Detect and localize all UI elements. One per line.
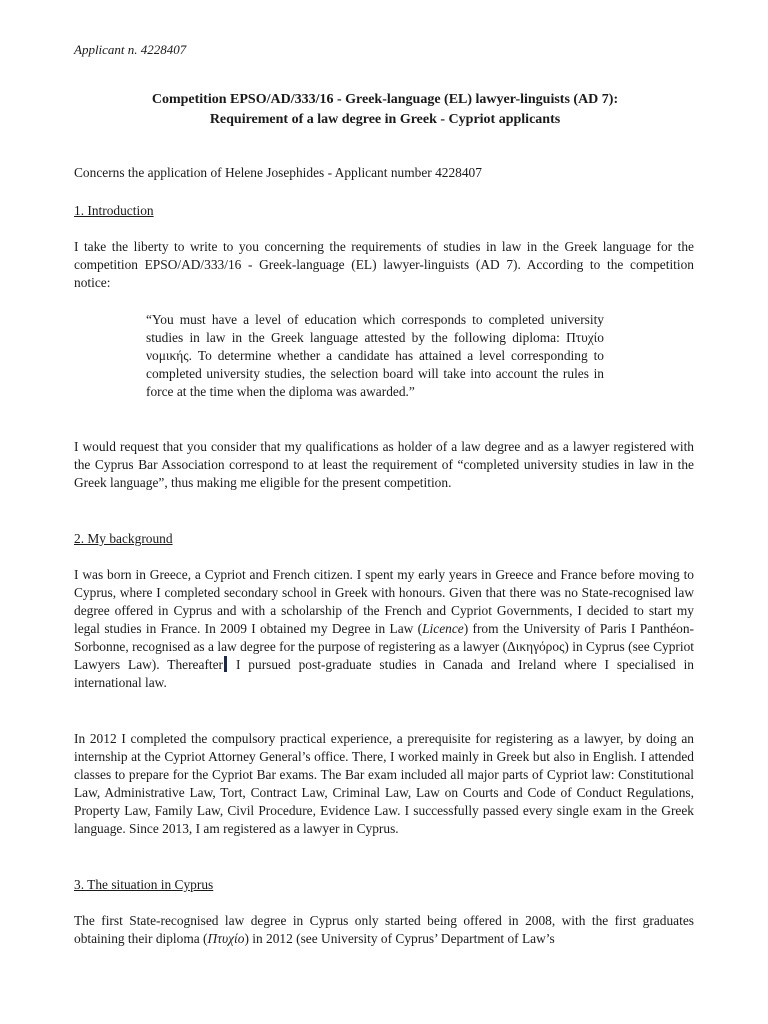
background-paragraph-2: In 2012 I completed the compulsory practical experience, a prerequisite for registering as a lawyer, by doing an internship at the Cypriot Attorney General’s office. There, I worked mainly in Greek but also in English. I attended classes to prepare for the Cypriot Bar exams. The Bar exam included all major parts of Cypriot law: Constitutional Law, Administrative Law, Tort, Contract Law, Criminal Law, Law on Courts and Code of Conduct Regulations, Property Law, Family Law, Civil Procedure, Evidence Law. I successfully passed every single exam in the Greek language. Since 2013, I am registered as a lawyer in Cyprus.	[74, 731, 694, 836]
section-heading-introduction: 1. Introduction	[74, 203, 154, 218]
cyprus-text-2: ) in 2012 (see University of Cyprus’ Department of Law’s	[244, 931, 555, 946]
text-cursor	[224, 656, 227, 672]
cyprus-text-1: The first State-recognised law degree in Cyprus only started being offered in 2008, with the first graduates obtaining their diploma (	[74, 913, 694, 946]
intro-paragraph: I take the liberty to write to you concerning the requirements of studies in law in the Greek language for the competition EPSO/AD/333/16 - Greek-language (EL) lawyer-linguists (AD 7). According to the competition notice:	[74, 239, 694, 290]
title-line-1: Competition EPSO/AD/333/16 - Greek-language (EL) lawyer-linguists (AD 7):	[151, 92, 619, 107]
competition-notice-quote	[146, 311, 604, 401]
concerns-line: Concerns the application of Helene Josephides - Applicant number 4228407	[74, 165, 482, 180]
background-text-3: I pursued post-graduate studies in Canada and Ireland where I specialised in international law.	[74, 657, 694, 690]
applicant-number-header: Applicant n. 4228407	[74, 42, 187, 57]
document-title	[60, 90, 710, 130]
section-heading-cyprus: 3. The situation in Cyprus	[74, 877, 214, 892]
quote-greek-diploma: Πτυχίο νομικής	[146, 330, 604, 363]
cyprus-paragraph-1	[74, 912, 694, 948]
section-heading-background: 2. My background	[74, 531, 173, 546]
quote-text-2: . To determine whether a candidate has attained a level corresponding to completed university studies, the selection board will take into account the rules in force at the time when the diploma was awarded.”	[146, 348, 604, 399]
title-line-2: Requirement of a law degree in Greek - Cypriot applicants	[209, 112, 561, 127]
background-paragraph-1	[74, 566, 694, 692]
licence-term: Licence	[422, 621, 464, 636]
background-text-1: I was born in Greece, a Cypriot and French citizen. I spent my early years in Greece and France before moving to Cyprus, where I completed secondary school in Greek with honours. Given that there was no State-recognised law degree offered in Cyprus and with a scholarship of the French and Cypriot Governments, I decided to start my legal studies in France. In 2009 I obtained my Degree in Law (	[74, 567, 694, 636]
ptyxio-term: Πτυχίο	[207, 931, 245, 946]
quote-text-1: “You must have a level of education which corresponds to completed university studies in law in the Greek language attested by the following diploma:	[146, 312, 604, 345]
request-paragraph: I would request that you consider that my qualifications as holder of a law degree and as a lawyer registered with the Cyprus Bar Association correspond to at least the requirement of “completed university studies in law in the Greek language”, thus making me eligible for the present competition.	[74, 439, 694, 490]
background-text-2: ) from the University of Paris I Panthéon-Sorbonne, recognised as a law degree for the purpose of registering as a lawyer (Δικηγόρος) in Cyprus (see Cypriot Lawyers Law). Thereafter	[74, 621, 694, 672]
